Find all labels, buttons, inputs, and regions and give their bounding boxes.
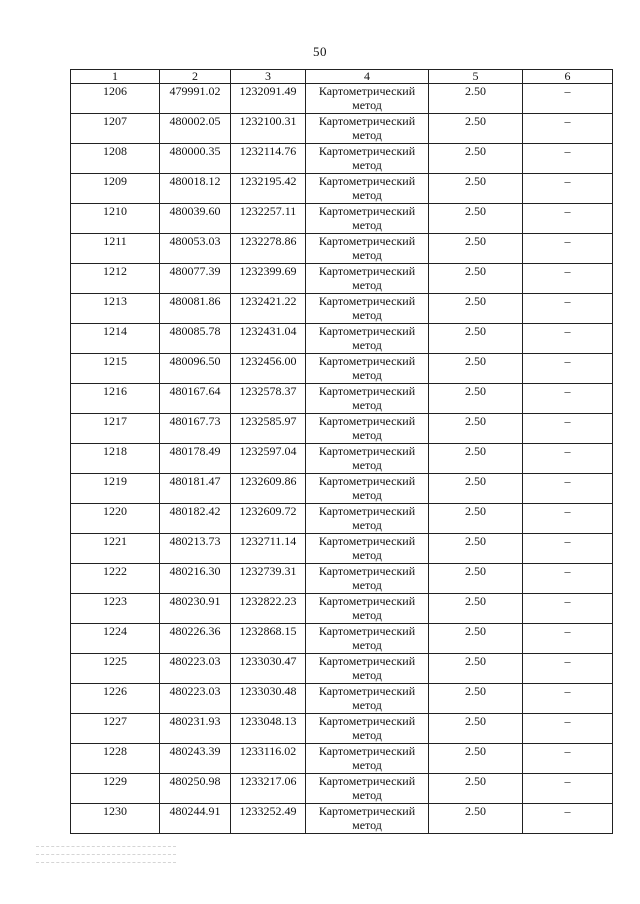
precision-cell: 2.50: [429, 354, 523, 384]
table-row: [71, 654, 613, 684]
precision-cell: 2.50: [429, 444, 523, 474]
method-cell: Картометрический метод: [306, 324, 429, 354]
method-cell: Картометрический метод: [306, 804, 429, 834]
point-number-cell: 1209: [71, 174, 160, 204]
coordinate-y-cell: 1233048.13: [231, 714, 306, 744]
point-number-cell: 1216: [71, 384, 160, 414]
note-cell: –: [523, 804, 613, 834]
note-cell: –: [523, 174, 613, 204]
point-number-cell: 1223: [71, 594, 160, 624]
table-row: [71, 84, 613, 114]
point-number-cell: 1218: [71, 444, 160, 474]
method-cell: Картометрический метод: [306, 204, 429, 234]
point-number-cell: 1226: [71, 684, 160, 714]
table-row: [71, 204, 613, 234]
column-header-5: 5: [429, 70, 523, 84]
coordinate-x-cell: 480182.42: [160, 504, 231, 534]
note-cell: –: [523, 654, 613, 684]
coordinate-x-cell: 480213.73: [160, 534, 231, 564]
column-header-1: 1: [71, 70, 160, 84]
coordinate-y-cell: 1232868.15: [231, 624, 306, 654]
table-row: [71, 234, 613, 264]
method-cell: Картометрический метод: [306, 354, 429, 384]
table-row: [71, 744, 613, 774]
table-row: [71, 264, 613, 294]
coordinate-y-cell: 1232399.69: [231, 264, 306, 294]
note-cell: –: [523, 264, 613, 294]
note-cell: –: [523, 504, 613, 534]
coordinate-y-cell: 1232195.42: [231, 174, 306, 204]
method-cell: Картометрический метод: [306, 504, 429, 534]
method-cell: Картометрический метод: [306, 684, 429, 714]
table-row: [71, 384, 613, 414]
method-cell: Картометрический метод: [306, 294, 429, 324]
coordinate-y-cell: 1233116.02: [231, 744, 306, 774]
page-number: 50: [313, 44, 327, 59]
point-number-cell: 1219: [71, 474, 160, 504]
note-cell: –: [523, 624, 613, 654]
note-cell: –: [523, 114, 613, 144]
method-cell: Картометрический метод: [306, 624, 429, 654]
column-header-4: 4: [306, 70, 429, 84]
note-cell: –: [523, 774, 613, 804]
coordinate-x-cell: 480178.49: [160, 444, 231, 474]
note-cell: –: [523, 684, 613, 714]
note-cell: –: [523, 594, 613, 624]
table-row: [71, 354, 613, 384]
coordinates-table: [70, 69, 613, 834]
table-row: [71, 684, 613, 714]
point-number-cell: 1228: [71, 744, 160, 774]
method-cell: Картометрический метод: [306, 474, 429, 504]
precision-cell: 2.50: [429, 294, 523, 324]
table-row: [71, 504, 613, 534]
point-number-cell: 1224: [71, 624, 160, 654]
coordinate-y-cell: 1233252.49: [231, 804, 306, 834]
method-cell: Картометрический метод: [306, 564, 429, 594]
table-row: [71, 594, 613, 624]
method-cell: Картометрический метод: [306, 774, 429, 804]
precision-cell: 2.50: [429, 504, 523, 534]
coordinate-x-cell: 480223.03: [160, 684, 231, 714]
coordinate-x-cell: 480167.64: [160, 384, 231, 414]
note-cell: –: [523, 84, 613, 114]
coordinate-x-cell: 480053.03: [160, 234, 231, 264]
precision-cell: 2.50: [429, 744, 523, 774]
precision-cell: 2.50: [429, 384, 523, 414]
coordinate-x-cell: 480243.39: [160, 744, 231, 774]
precision-cell: 2.50: [429, 234, 523, 264]
point-number-cell: 1217: [71, 414, 160, 444]
table-row: [71, 564, 613, 594]
note-cell: –: [523, 234, 613, 264]
note-cell: –: [523, 204, 613, 234]
point-number-cell: 1208: [71, 144, 160, 174]
point-number-cell: 1229: [71, 774, 160, 804]
coordinate-x-cell: 480077.39: [160, 264, 231, 294]
note-cell: –: [523, 414, 613, 444]
method-cell: Картометрический метод: [306, 84, 429, 114]
column-header-2: 2: [160, 70, 231, 84]
precision-cell: 2.50: [429, 114, 523, 144]
coordinate-y-cell: 1232609.86: [231, 474, 306, 504]
table-row: [71, 444, 613, 474]
point-number-cell: 1206: [71, 84, 160, 114]
note-cell: –: [523, 354, 613, 384]
coordinate-y-cell: 1232578.37: [231, 384, 306, 414]
method-cell: Картометрический метод: [306, 414, 429, 444]
precision-cell: 2.50: [429, 654, 523, 684]
coordinate-x-cell: 480000.35: [160, 144, 231, 174]
point-number-cell: 1225: [71, 654, 160, 684]
method-cell: Картометрический метод: [306, 384, 429, 414]
table-row: [71, 474, 613, 504]
coordinate-x-cell: 480002.05: [160, 114, 231, 144]
method-cell: Картометрический метод: [306, 594, 429, 624]
coordinate-y-cell: 1233030.48: [231, 684, 306, 714]
coordinate-x-cell: 480223.03: [160, 654, 231, 684]
precision-cell: 2.50: [429, 564, 523, 594]
coordinate-y-cell: 1232257.11: [231, 204, 306, 234]
method-cell: Картометрический метод: [306, 264, 429, 294]
coordinate-x-cell: 480244.91: [160, 804, 231, 834]
table-row: [71, 774, 613, 804]
coordinate-y-cell: 1232278.86: [231, 234, 306, 264]
precision-cell: 2.50: [429, 174, 523, 204]
precision-cell: 2.50: [429, 84, 523, 114]
method-cell: Картометрический метод: [306, 744, 429, 774]
point-number-cell: 1214: [71, 324, 160, 354]
coordinate-x-cell: 480231.93: [160, 714, 231, 744]
table-header-row: [71, 70, 613, 84]
coordinate-x-cell: 480039.60: [160, 204, 231, 234]
table-row: [71, 534, 613, 564]
coordinate-y-cell: 1232100.31: [231, 114, 306, 144]
coordinate-y-cell: 1233217.06: [231, 774, 306, 804]
note-cell: –: [523, 144, 613, 174]
column-header-6: 6: [523, 70, 613, 84]
note-cell: –: [523, 744, 613, 774]
note-cell: –: [523, 474, 613, 504]
point-number-cell: 1230: [71, 804, 160, 834]
precision-cell: 2.50: [429, 474, 523, 504]
note-cell: –: [523, 324, 613, 354]
precision-cell: 2.50: [429, 804, 523, 834]
precision-cell: 2.50: [429, 594, 523, 624]
point-number-cell: 1210: [71, 204, 160, 234]
column-header-3: 3: [231, 70, 306, 84]
point-number-cell: 1227: [71, 714, 160, 744]
coordinate-x-cell: 479991.02: [160, 84, 231, 114]
note-cell: –: [523, 444, 613, 474]
table-row: [71, 414, 613, 444]
coordinate-y-cell: 1232114.76: [231, 144, 306, 174]
method-cell: Картометрический метод: [306, 174, 429, 204]
coordinate-y-cell: 1232597.04: [231, 444, 306, 474]
point-number-cell: 1220: [71, 504, 160, 534]
coordinate-y-cell: 1232091.49: [231, 84, 306, 114]
note-cell: –: [523, 534, 613, 564]
coordinate-x-cell: 480018.12: [160, 174, 231, 204]
point-number-cell: 1215: [71, 354, 160, 384]
note-cell: –: [523, 294, 613, 324]
coordinate-y-cell: 1232739.31: [231, 564, 306, 594]
method-cell: Картометрический метод: [306, 114, 429, 144]
coordinate-y-cell: 1232456.00: [231, 354, 306, 384]
method-cell: Картометрический метод: [306, 534, 429, 564]
coordinate-x-cell: 480250.98: [160, 774, 231, 804]
table-row: [71, 804, 613, 834]
point-number-cell: 1213: [71, 294, 160, 324]
point-number-cell: 1211: [71, 234, 160, 264]
method-cell: Картометрический метод: [306, 444, 429, 474]
coordinate-x-cell: 480181.47: [160, 474, 231, 504]
method-cell: Картометрический метод: [306, 654, 429, 684]
note-cell: –: [523, 564, 613, 594]
table-row: [71, 714, 613, 744]
coordinate-x-cell: 480167.73: [160, 414, 231, 444]
coordinate-x-cell: 480085.78: [160, 324, 231, 354]
table-row: [71, 144, 613, 174]
note-cell: –: [523, 384, 613, 414]
table-row: [71, 114, 613, 144]
precision-cell: 2.50: [429, 324, 523, 354]
table-body: [71, 84, 613, 834]
coordinate-y-cell: 1232609.72: [231, 504, 306, 534]
table-row: [71, 174, 613, 204]
coordinate-x-cell: 480216.30: [160, 564, 231, 594]
coordinate-y-cell: 1232822.23: [231, 594, 306, 624]
coordinate-x-cell: 480226.36: [160, 624, 231, 654]
method-cell: Картометрический метод: [306, 714, 429, 744]
precision-cell: 2.50: [429, 774, 523, 804]
coordinate-y-cell: 1232711.14: [231, 534, 306, 564]
method-cell: Картометрический метод: [306, 144, 429, 174]
coordinate-y-cell: 1233030.47: [231, 654, 306, 684]
coordinate-x-cell: 480096.50: [160, 354, 231, 384]
table-row: [71, 294, 613, 324]
coordinate-y-cell: 1232585.97: [231, 414, 306, 444]
faint-stamp-marks: [36, 840, 176, 864]
coordinate-y-cell: 1232431.04: [231, 324, 306, 354]
precision-cell: 2.50: [429, 264, 523, 294]
point-number-cell: 1222: [71, 564, 160, 594]
precision-cell: 2.50: [429, 684, 523, 714]
point-number-cell: 1207: [71, 114, 160, 144]
method-cell: Картометрический метод: [306, 234, 429, 264]
coordinate-y-cell: 1232421.22: [231, 294, 306, 324]
point-number-cell: 1212: [71, 264, 160, 294]
table-row: [71, 624, 613, 654]
precision-cell: 2.50: [429, 144, 523, 174]
precision-cell: 2.50: [429, 534, 523, 564]
precision-cell: 2.50: [429, 414, 523, 444]
precision-cell: 2.50: [429, 714, 523, 744]
precision-cell: 2.50: [429, 204, 523, 234]
coordinate-x-cell: 480081.86: [160, 294, 231, 324]
note-cell: –: [523, 714, 613, 744]
coordinate-x-cell: 480230.91: [160, 594, 231, 624]
precision-cell: 2.50: [429, 624, 523, 654]
table-row: [71, 324, 613, 354]
point-number-cell: 1221: [71, 534, 160, 564]
